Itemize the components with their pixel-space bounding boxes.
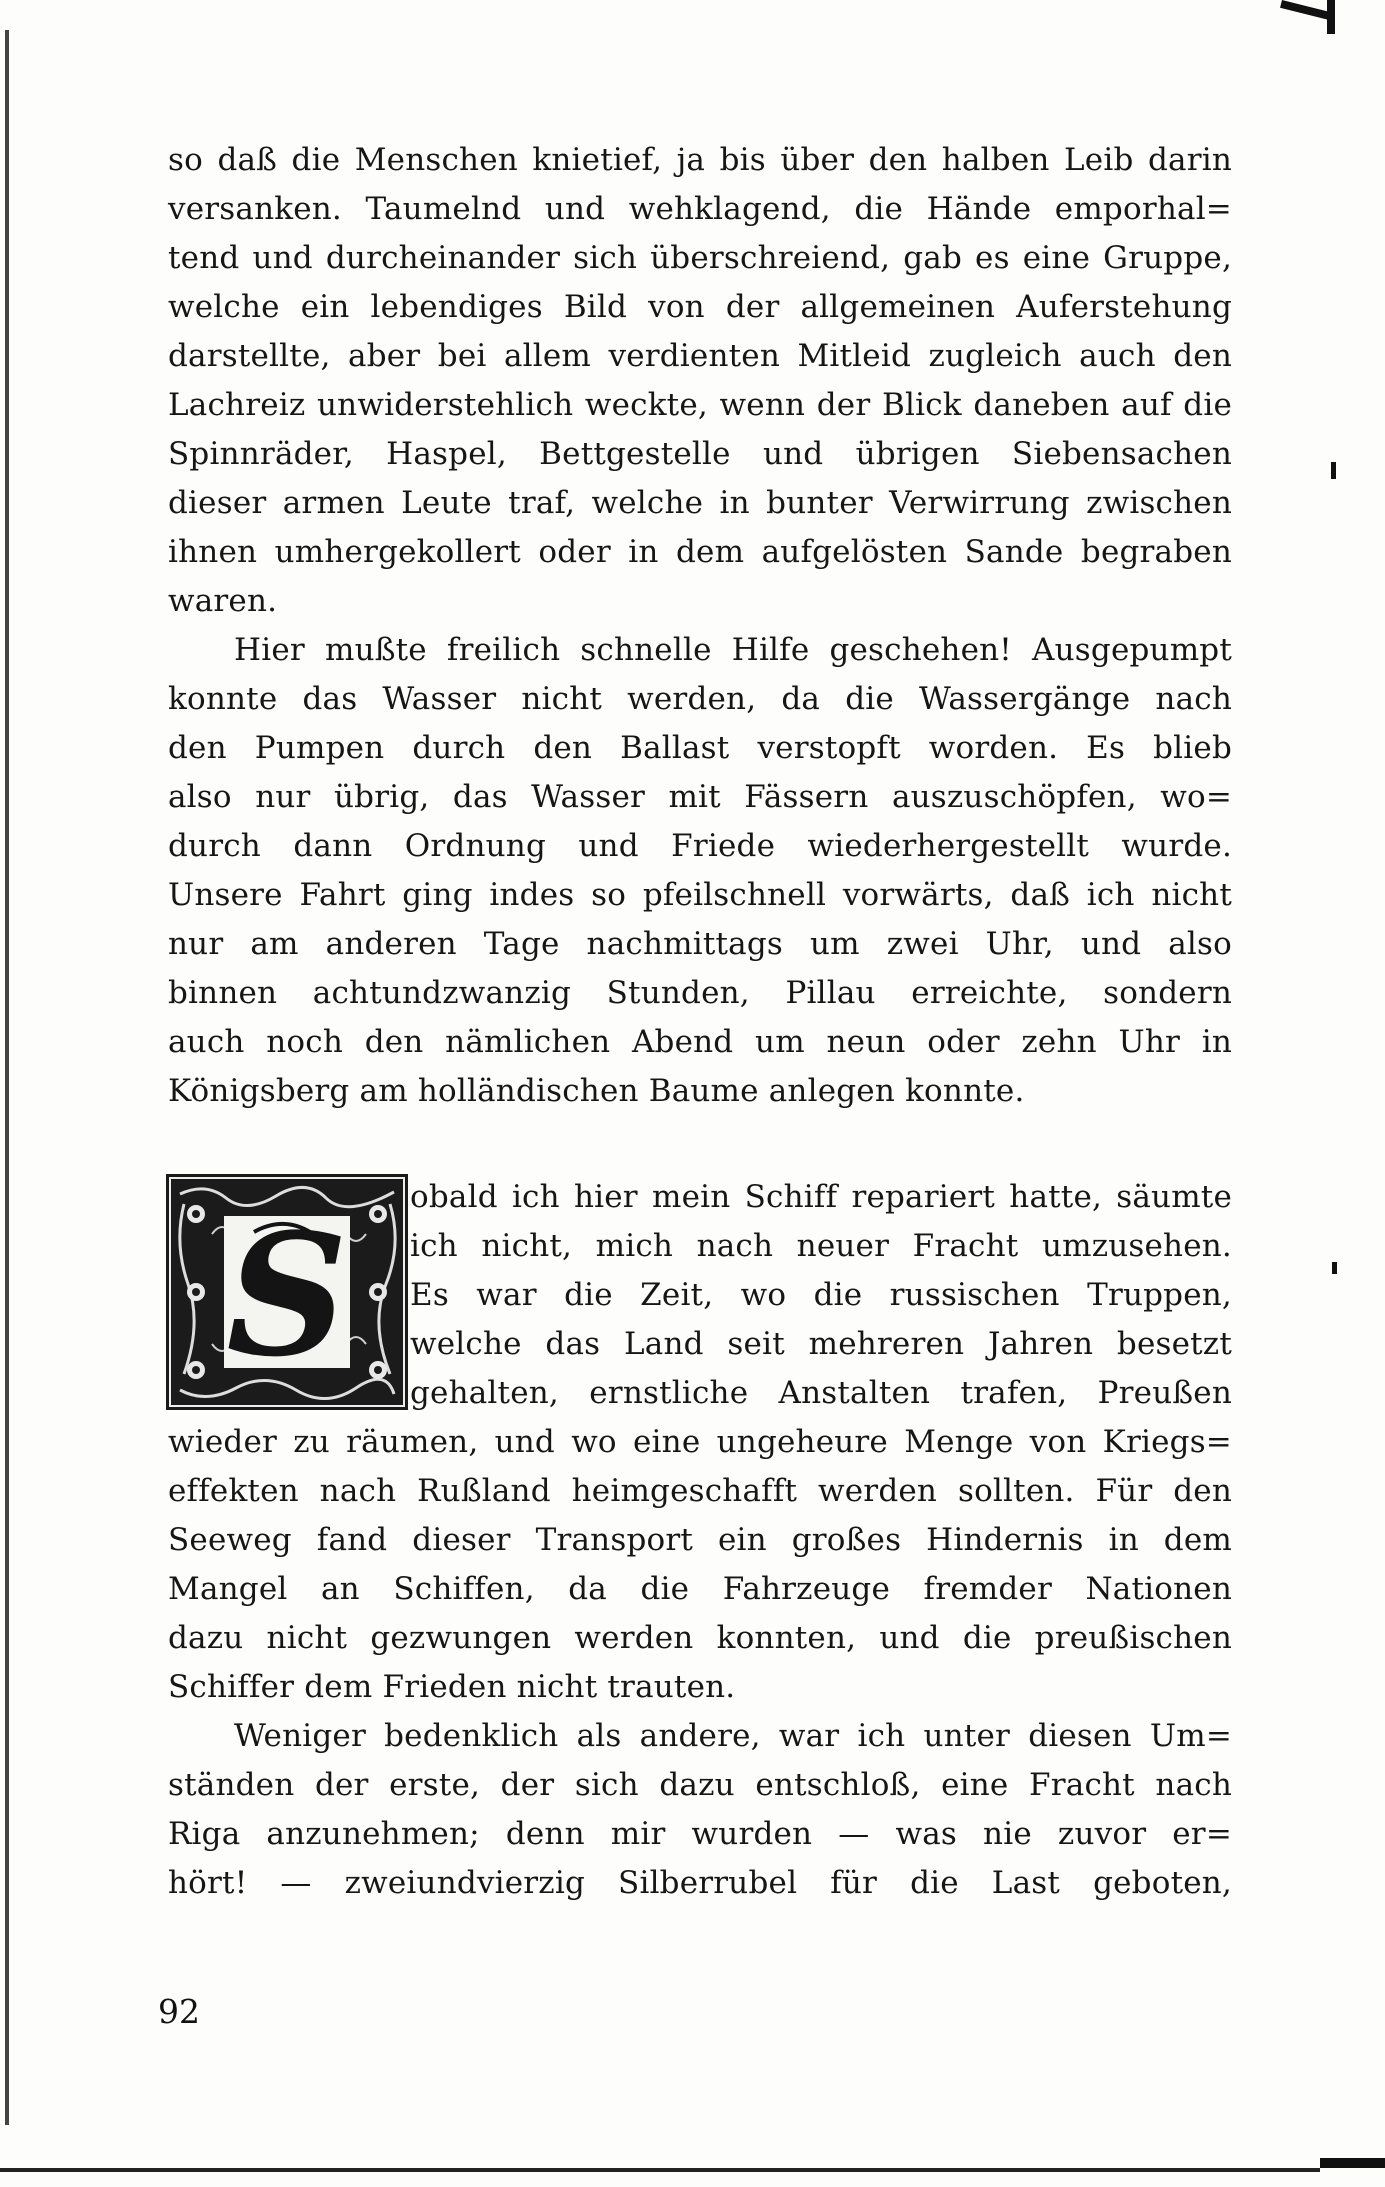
text-line: ihnen umhergekollert oder in dem aufgelösten Sande begraben xyxy=(168,534,1232,570)
text-line: dazu nicht gezwungen werden konnten, und die preußischen xyxy=(168,1620,1232,1656)
drop-cap-letter: S xyxy=(226,1196,348,1394)
text-line: Königsberg am holländischen Baume anlegen konnte. xyxy=(168,1073,1025,1109)
text-line: durch dann Ordnung und Friede wiederhergestellt wurde. xyxy=(168,828,1232,864)
text-line: Riga anzunehmen; denn mir wurden — was nie zuvor er= xyxy=(168,1816,1232,1852)
text-line: obald ich hier mein Schiff repariert hatte, säumte xyxy=(410,1179,1232,1215)
text-line: Seeweg fand dieser Transport ein großes Hindernis in dem xyxy=(168,1522,1232,1558)
text-line: Weniger bedenklich als andere, war ich unter diesen Um= xyxy=(234,1718,1232,1754)
text-line: ständen der erste, der sich dazu entschloß, eine Fracht nach xyxy=(168,1767,1232,1803)
text-line: hört! — zweiundvierzig Silberrubel für die Last geboten, xyxy=(168,1865,1232,1901)
text-line: nur am anderen Tage nachmittags um zwei Uhr, und also xyxy=(168,926,1232,962)
text-line: welche ein lebendiges Bild von der allgemeinen Auferstehung xyxy=(168,289,1232,325)
text-line: Spinnräder, Haspel, Bettgestelle und übrigen Siebensachen xyxy=(168,436,1232,472)
scan-dot xyxy=(1332,1262,1337,1274)
body-text-top xyxy=(168,136,1232,1116)
scan-edge-left xyxy=(5,30,9,2125)
text-line: binnen achtundzwanzig Stunden, Pillau erreichte, sondern xyxy=(168,975,1232,1011)
text-line: versanken. Taumelnd und wehklagend, die Hände emporhal= xyxy=(168,191,1232,227)
text-line: konnte das Wasser nicht werden, da die Wassergänge nach xyxy=(168,681,1232,717)
text-line: welche das Land seit mehreren Jahren besetzt xyxy=(410,1326,1232,1362)
text-line: effekten nach Rußland heimgeschafft werden sollten. Für den xyxy=(168,1473,1232,1509)
scan-edge-top-right-stem xyxy=(1327,0,1335,34)
text-line: darstellte, aber bei allem verdienten Mitleid zugleich auch den xyxy=(168,338,1232,374)
page-number: 92 xyxy=(158,1992,200,2031)
body-text-bottom xyxy=(168,1173,1232,1908)
text-line: Unsere Fahrt ging indes so pfeilschnell vorwärts, daß ich nicht xyxy=(168,877,1232,913)
scan-edge-top-right xyxy=(1280,0,1332,20)
text-line: waren. xyxy=(168,583,278,619)
text-line: Es war die Zeit, wo die russischen Truppen, xyxy=(410,1277,1232,1313)
scan-dot xyxy=(1331,462,1336,479)
text-line: dieser armen Leute traf, welche in bunter Verwirrung zwischen xyxy=(168,485,1232,521)
text-line: so daß die Menschen knietief, ja bis über den halben Leib darin xyxy=(168,142,1232,178)
text-line: gehalten, ernstliche Anstalten trafen, Preußen xyxy=(410,1375,1232,1411)
text-line: ich nicht, mich nach neuer Fracht umzusehen. xyxy=(410,1228,1232,1264)
text-line: den Pumpen durch den Ballast verstopft worden. Es blieb xyxy=(168,730,1232,766)
text-line: Mangel an Schiffen, da die Fahrzeuge fremder Nationen xyxy=(168,1571,1232,1607)
text-line: tend und durcheinander sich überschreiend, gab es eine Gruppe, xyxy=(168,240,1232,276)
scan-edge-bottom-right xyxy=(1320,2158,1385,2168)
text-line: wieder zu räumen, und wo eine ungeheure Menge von Kriegs= xyxy=(168,1424,1232,1460)
text-line: Schiffer dem Frieden nicht trauten. xyxy=(168,1669,736,1705)
text-line: Hier mußte freilich schnelle Hilfe geschehen! Ausgepumpt xyxy=(234,632,1232,668)
scan-edge-bottom xyxy=(0,2168,1320,2172)
text-line: also nur übrig, das Wasser mit Fässern auszuschöpfen, wo= xyxy=(168,779,1232,815)
text-line: Lachreiz unwiderstehlich weckte, wenn der Blick daneben auf die xyxy=(168,387,1232,423)
text-line: auch noch den nämlichen Abend um neun oder zehn Uhr in xyxy=(168,1024,1232,1060)
